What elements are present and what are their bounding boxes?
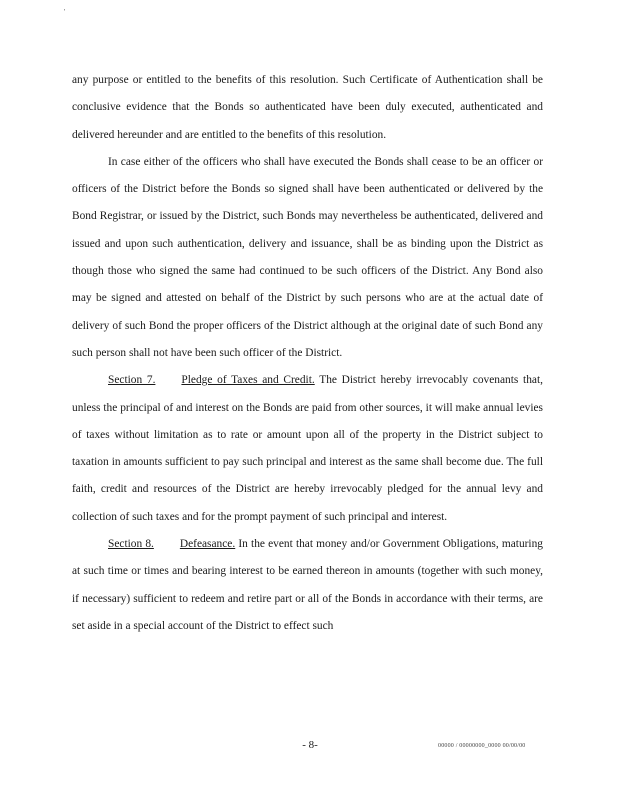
section-7-text: The District hereby irrevocably covenants that, unless the principal of and interest on the Bonds are paid from other sources, it will make annual levies of taxes without limitation as to rate or amount upon all of the property in the District subject to taxation in amounts sufficient to pay such principal and interest as the same shall become due. The full faith, credit and resources of the District are hereby irrevocably pledged for the annual levy and collection of such taxes and for the prompt payment of such principal and interest. (72, 374, 543, 523)
body-text (72, 67, 543, 640)
document-id: 00000 / 00000000_0000 00/00/00 (438, 743, 526, 749)
section-8-heading: Defeasance. (179, 538, 236, 551)
paragraph-continuation: any purpose or entitled to the benefits of this resolution. Such Certificate of Authentication shall be conclusive evidence that the Bonds so authenticated have been duly executed, authenticated and delivered hereunder and are entitled to the benefits of this resolution. (72, 74, 543, 141)
section-7-heading: Pledge of Taxes and Credit. (181, 374, 315, 387)
paragraph-section-8 (72, 531, 543, 640)
section-7-label: Section 7. (108, 374, 156, 387)
section-8-label: Section 8. (108, 538, 154, 551)
page-number: - 8- (302, 739, 318, 751)
paragraph-section-7 (72, 367, 543, 531)
section-8-text: In the event that money and/or Government Obligations, maturing at such time or times and bearing interest to be earned thereon in amounts (together with such money, if necessary) sufficient to redeem and retire part or all of the Bonds in accordance with their terms, are set aside in a special account of the District to effect such (72, 538, 543, 632)
paragraph-officers: In case either of the officers who shall have executed the Bonds shall cease to be an officer or officers of the District before the Bonds so signed shall have been authenticated or delivered by the Bond Registrar, or issued by the District, such Bonds may nevertheless be authenticated, delivered and issued and upon such authentication, delivery and issuance, shall be as binding upon the District as though those who signed the same had continued to be such officers of the District. Any Bond also may be signed and attested on behalf of the District by such persons who are at the actual date of delivery of such Bond the proper officers of the District although at the original date of such Bond any such person shall not have been such officer of the District. (72, 155, 543, 359)
corner-mark: ' (64, 8, 66, 16)
